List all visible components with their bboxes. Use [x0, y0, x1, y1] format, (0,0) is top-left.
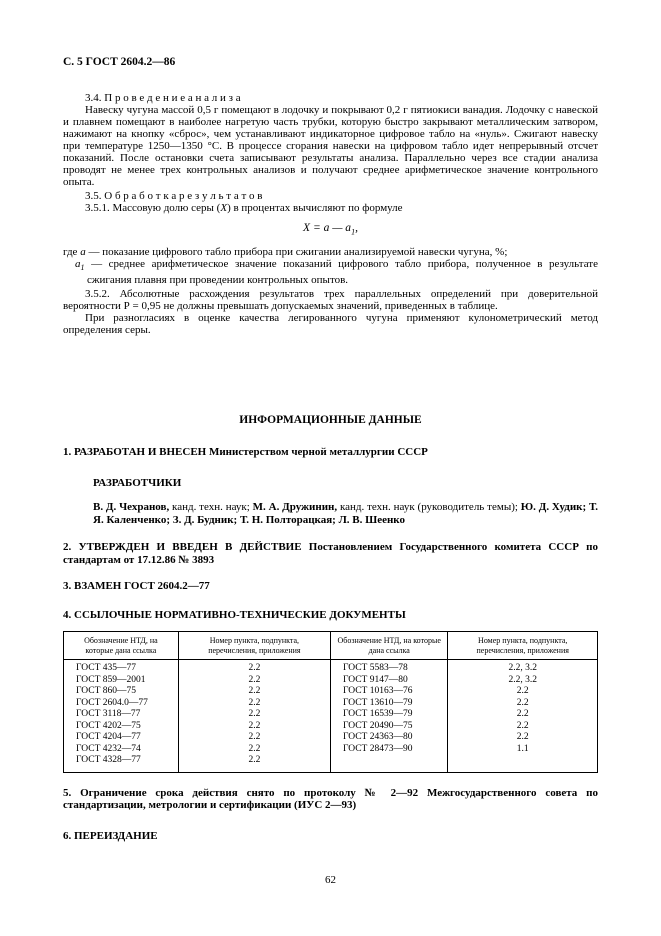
clause-number-cell: 2.2	[448, 732, 598, 744]
clause-number-cell: 2.2	[178, 744, 330, 756]
ntd-designation-cell: ГОСТ 2604.0—77	[64, 698, 179, 710]
ntd-designation-cell: ГОСТ 24363—80	[330, 732, 447, 744]
variable-a1: а	[75, 258, 81, 271]
clause-number-cell	[448, 755, 598, 772]
ntd-designation-cell: ГОСТ 28473—90	[330, 744, 447, 756]
developer-name: М. А. Дружинин,	[252, 501, 338, 514]
ntd-designation-cell: ГОСТ 4204—77	[64, 732, 179, 744]
definition-a1	[63, 258, 598, 286]
clause-number-cell: 2.2	[448, 709, 598, 721]
clause-number-cell: 2.2	[178, 675, 330, 687]
clause-number-cell: 2.2, 3.2	[448, 675, 598, 687]
table-header-cell: Обозначение НТД, на которые дана ссылка	[64, 632, 179, 660]
where-label: где	[63, 246, 81, 259]
table-row	[64, 698, 598, 710]
ntd-designation-cell: ГОСТ 20490—75	[330, 721, 447, 733]
clause-number-cell: 2.2	[178, 721, 330, 733]
info-item-1: 1. РАЗРАБОТАН И ВНЕСЕН Министерством черной металлургии СССР	[63, 446, 428, 459]
info-item-2: 2. УТВЕРЖДЕН И ВВЕДЕН В ДЕЙСТВИЕ Постановлением Государственного комитета СССР по стандартам от 17.12.86 № 3893	[63, 541, 598, 566]
ntd-designation-cell: ГОСТ 3118—77	[64, 709, 179, 721]
formula-subscript: 1	[351, 227, 356, 237]
clause-number-cell: 2.2	[178, 686, 330, 698]
info-item-6: 6. ПЕРЕИЗДАНИЕ	[63, 829, 158, 842]
information-data-title: ИНФОРМАЦИОННЫЕ ДАННЫЕ	[239, 414, 422, 427]
variable-x: X	[220, 202, 228, 214]
table-header-cell: Номер пункта, подпункта, перечисления, приложения	[178, 632, 330, 660]
ntd-table-body	[64, 660, 598, 773]
clause-number-cell: 2.2	[178, 709, 330, 721]
ntd-designation-cell: ГОСТ 4232—74	[64, 744, 179, 756]
clause-number-cell: 1.1	[448, 744, 598, 756]
info-item-4: 4. ССЫЛОЧНЫЕ НОРМАТИВНО-ТЕХНИЧЕСКИЕ ДОКУМЕНТЫ	[63, 608, 406, 621]
ntd-designation-cell: ГОСТ 13610—79	[330, 698, 447, 710]
clause-number-cell: 2.2	[178, 755, 330, 772]
ntd-designation-cell: ГОСТ 4328—77	[64, 755, 179, 772]
developer-name: Ю. Д. Худик; Т. Я. Каленченко; З. Д. Будник; Т. Н. Полторацкая; Л. В. Шеенко	[93, 501, 598, 527]
formula	[63, 222, 598, 238]
ntd-designation-cell: ГОСТ 4202—75	[64, 721, 179, 733]
table-row	[64, 721, 598, 733]
section-3-5-2-note: При разногласиях в оценке качества легированного чугуна применяют кулонометрический метод определения серы.	[63, 312, 598, 337]
definition-a1-text: — среднее арифметическое значение показаний цифрового табло прибора, полученное в результате сжигания плавня при проведении контрольных опытов.	[84, 258, 598, 287]
ntd-designation-cell: ГОСТ 16539—79	[330, 709, 447, 721]
definition-a-text: — показание цифрового табло прибора при сжигании анализируемой навески чугуна, %;	[85, 246, 508, 259]
table-row	[64, 675, 598, 687]
formula-intro-text: 3.5.1. Массовую долю серы (	[85, 202, 221, 214]
table-row	[64, 755, 598, 772]
table-row	[64, 660, 598, 675]
clause-number-cell: 2.2	[178, 698, 330, 710]
info-item-5: 5. Ограничение срока действия снято по протоколу № 2—92 Межгосударственного совета по стандартизации, метрологии и сертификации (ИУС 2—93)	[63, 786, 598, 812]
formula-intro-tail: ) в процентах вычисляют по формуле	[227, 202, 403, 214]
variable-a1-subscript: 1	[80, 263, 85, 273]
ntd-designation-cell: ГОСТ 5583—78	[330, 660, 447, 675]
table-header-cell: Обозначение НТД, на которые дана ссылка	[330, 632, 447, 660]
section-3-4-title: 3.4. П р о в е д е н и е а н а л и з а	[85, 92, 241, 104]
ntd-designation-cell: ГОСТ 9147—80	[330, 675, 447, 687]
ntd-designation-cell	[330, 755, 447, 772]
table-header-row	[64, 632, 598, 660]
table-row	[64, 744, 598, 756]
table-header-cell: Номер пункта, подпункта, перечисления, приложения	[448, 632, 598, 660]
reference-documents-table	[63, 631, 598, 773]
developer-name: В. Д. Чехранов,	[93, 501, 170, 514]
table-row	[64, 732, 598, 744]
developer-degree: канд. техн. наук;	[169, 501, 253, 514]
clause-number-cell: 2.2, 3.2	[448, 660, 598, 675]
section-3-5-title: 3.5. О б р а б о т к а р е з у л ь т а т о в	[85, 190, 263, 202]
formula-expression: X = a — a	[303, 222, 352, 234]
clause-number-cell: 2.2	[178, 732, 330, 744]
developers-title: РАЗРАБОТЧИКИ	[93, 476, 182, 489]
section-3-4-paragraph: Навеску чугуна массой 0,5 г помещают в лодочку и покрывают 0,2 г пятиокиси ванадия. Лодочку с навеской и плавнем помещают в наиболее нагретую часть трубки, которую быстро закрывают металлическим затвором, нажимают на кнопку «сброс», чем устанавливают индикаторное цифровое табло на «нуль». Сжигают навеску при температуре 1250—1350 °С. В процессе сгорания навески на цифровом табло идет непрерывный отсчет показаний. После остановки счета записывают результаты анализа. Параллельно через все стадии анализа проводят не менее трех контрольных анализов и получают среднее арифметическое значение контрольного опыта.	[63, 104, 598, 188]
ntd-designation-cell: ГОСТ 859—2001	[64, 675, 179, 687]
table-row	[64, 686, 598, 698]
ntd-designation-cell: ГОСТ 10163—76	[330, 686, 447, 698]
variable-a: а	[80, 246, 86, 259]
ntd-designation-cell: ГОСТ 435—77	[64, 660, 179, 675]
clause-number-cell: 2.2	[178, 660, 330, 675]
clause-number-cell: 2.2	[448, 686, 598, 698]
section-3-5-1-intro	[63, 202, 598, 214]
formula-comma: ,	[355, 222, 358, 234]
document-header: С. 5 ГОСТ 2604.2—86	[63, 56, 176, 68]
definition-a	[63, 246, 598, 258]
clause-number-cell: 2.2	[448, 698, 598, 710]
ntd-designation-cell: ГОСТ 860—75	[64, 686, 179, 698]
info-item-3: 3. ВЗАМЕН ГОСТ 2604.2—77	[63, 580, 210, 593]
developer-degree: канд. техн. наук (руководитель темы);	[337, 501, 521, 514]
developers-list	[63, 501, 598, 527]
page-number: 62	[325, 874, 336, 887]
table-row	[64, 709, 598, 721]
section-3-5-2-paragraph: 3.5.2. Абсолютные расхождения результатов трех параллельных определений при доверительной вероятности Р = 0,95 не должны превышать допускаемых значений, приведенных в таблице.	[63, 288, 598, 313]
clause-number-cell: 2.2	[448, 721, 598, 733]
